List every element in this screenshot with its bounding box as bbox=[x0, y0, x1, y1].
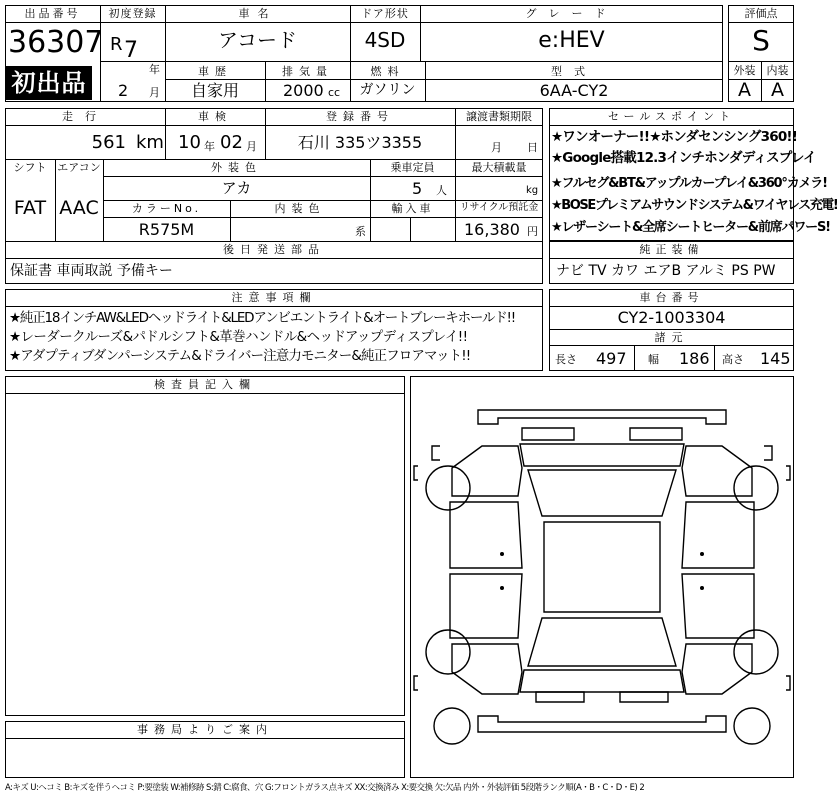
door-type: 4SD bbox=[364, 28, 406, 52]
first-registration-label: 初度登録 bbox=[108, 7, 157, 20]
left-front-wheel bbox=[426, 466, 470, 510]
trunk bbox=[520, 670, 684, 692]
hood bbox=[520, 444, 684, 466]
inspector-notes-section bbox=[5, 376, 405, 716]
interior-score: A bbox=[771, 79, 784, 101]
grade-label: グレード bbox=[525, 7, 618, 20]
rear-window bbox=[528, 618, 676, 666]
capacity: 5 bbox=[412, 179, 423, 198]
displacement: 2000 bbox=[283, 81, 324, 100]
sales-point-3: ★フルセグ&BT&アップルカープレイ&360°カメラ! bbox=[551, 176, 827, 191]
inspection-label: 車検 bbox=[198, 110, 232, 123]
later-parts: 保証書 車両取説 予備キー bbox=[10, 263, 173, 279]
transfer-month-unit: 月 bbox=[491, 141, 502, 154]
exterior-color-label: 外装色 bbox=[211, 161, 262, 174]
shift-label: シフト bbox=[13, 161, 47, 174]
length: 497 bbox=[596, 349, 627, 368]
exterior-color: アカ bbox=[221, 179, 252, 197]
lot-number: 36307 bbox=[8, 25, 104, 60]
left-headlight bbox=[522, 428, 574, 440]
inspector-notes-label: 検査員記入欄 bbox=[154, 378, 256, 391]
length-label: 長さ bbox=[555, 353, 577, 366]
right-front-door bbox=[682, 502, 754, 568]
spare-wheel-left bbox=[434, 708, 470, 744]
transfer-day-unit: 日 bbox=[527, 141, 538, 154]
spare-wheel-right bbox=[734, 708, 770, 744]
mileage-unit: km bbox=[136, 132, 164, 153]
plate-label: 登録番号 bbox=[326, 110, 394, 123]
door-type-label: ドア形状 bbox=[361, 7, 409, 20]
ac-label: エアコン bbox=[57, 161, 101, 174]
notes-label: 注意事項欄 bbox=[231, 291, 317, 304]
fuel: ガソリン bbox=[359, 82, 416, 98]
note-1: ★純正18インチAW&LEDヘッドライト&LEDアンビエントライト&オートブレーキホールド!! bbox=[9, 310, 515, 326]
import-car-label: 輸入車 bbox=[391, 202, 434, 215]
lot-number-label: 出品番号 bbox=[24, 7, 81, 20]
left-front-door bbox=[450, 502, 522, 568]
transfer-deadline-label: 譲渡書類期限 bbox=[466, 110, 532, 123]
capacity-unit: 人 bbox=[436, 184, 447, 197]
max-load-label: 最大積載量 bbox=[471, 161, 527, 174]
model: 6AA-CY2 bbox=[539, 81, 609, 100]
front-bumper bbox=[478, 410, 726, 424]
right-front-wheel bbox=[734, 466, 778, 510]
history: 自家用 bbox=[190, 81, 239, 100]
chassis-number-label: 車台番号 bbox=[639, 291, 704, 304]
recycle-deposit-unit: 円 bbox=[527, 225, 538, 238]
equipment-label: 純正装備 bbox=[639, 243, 704, 256]
width: 186 bbox=[679, 349, 710, 368]
dimensions-label: 諸元 bbox=[654, 331, 689, 344]
note-2: ★レーダークルーズ&パドルシフト&革巻ハンドル&ヘッドアップディスプレイ!! bbox=[9, 329, 468, 345]
left-rear-door bbox=[450, 574, 522, 638]
interior-color-unit: 系 bbox=[355, 225, 366, 238]
first-listing-badge: 初出品 bbox=[6, 66, 92, 100]
width-label: 幅 bbox=[648, 353, 659, 366]
car-name-label: 車名 bbox=[238, 7, 277, 20]
year-unit: 年 bbox=[149, 63, 160, 76]
overall-score: S bbox=[752, 24, 770, 57]
color-number: R575M bbox=[138, 220, 195, 239]
grade: e:HEV bbox=[538, 28, 605, 53]
sales-point-1: ★ワンオーナー!!★ホンダセンシング360!! bbox=[551, 129, 798, 145]
sales-point-4: ★BOSEプレミアムサウンドシステム&ワイヤレス充電! bbox=[551, 198, 837, 213]
plate-number: 石川 335ツ3355 bbox=[297, 133, 423, 152]
chassis-number: CY2-1003304 bbox=[617, 308, 726, 327]
windshield bbox=[528, 470, 676, 516]
car-name: アコード bbox=[218, 28, 297, 52]
right-rear-door bbox=[682, 574, 754, 638]
left-rear-wheel bbox=[426, 630, 470, 674]
left-taillight bbox=[536, 692, 584, 702]
air-conditioner: AAC bbox=[59, 197, 99, 219]
max-load-unit: kg bbox=[526, 185, 539, 196]
mileage-label: 走行 bbox=[62, 110, 108, 123]
inspection-year: 10 bbox=[178, 132, 201, 153]
color-number-label: カラーNo. bbox=[131, 202, 202, 215]
right-rear-wheel bbox=[734, 630, 778, 674]
roof bbox=[544, 522, 660, 612]
later-parts-label: 後日発送部品 bbox=[223, 243, 325, 256]
interior-color-label: 内装色 bbox=[274, 202, 326, 215]
exterior-score-label: 外装 bbox=[733, 64, 756, 77]
equipment-items: ナビ TV カワ エアB アルミ PS PW bbox=[556, 263, 776, 279]
left-mirror bbox=[432, 446, 440, 460]
interior-score-label: 内装 bbox=[766, 64, 789, 77]
fuel-label: 燃料 bbox=[370, 65, 405, 78]
height-label: 高さ bbox=[722, 353, 744, 366]
office-notice-label: 事務局よりご案内 bbox=[137, 723, 273, 736]
displacement-label: 排気量 bbox=[282, 65, 333, 78]
sales-point-2: ★Google搭載12.3インチホンダディスプレイ bbox=[551, 150, 816, 166]
displacement-unit: cc bbox=[328, 86, 341, 99]
first-registration-year: 7 bbox=[124, 38, 138, 63]
rear-bumper bbox=[478, 716, 726, 732]
inspection-month-unit: 月 bbox=[246, 140, 257, 153]
inspection-year-unit: 年 bbox=[204, 140, 215, 153]
inspection-month: 02 bbox=[220, 132, 243, 153]
recycle-deposit-label: リサイクル預託金 bbox=[459, 202, 539, 213]
score-label: 評価点 bbox=[744, 7, 778, 20]
sales-point-5: ★レザーシート&全席シートヒーター&前席パワーS! bbox=[551, 220, 830, 235]
right-mirror bbox=[764, 446, 772, 460]
era-letter: R bbox=[110, 34, 123, 55]
height: 145 bbox=[760, 349, 791, 368]
sales-points-label: セールスポイント bbox=[607, 110, 735, 123]
model-label: 型式 bbox=[551, 65, 597, 78]
shift: FAT bbox=[13, 197, 47, 219]
month-unit: 月 bbox=[149, 86, 160, 99]
history-label: 車歴 bbox=[198, 65, 232, 78]
recycle-deposit: 16,380 bbox=[464, 220, 520, 239]
right-taillight bbox=[620, 692, 668, 702]
capacity-label: 乗車定員 bbox=[390, 161, 435, 174]
note-3: ★アダプティブダンパーシステム&ドライバー注意力モニター&純正フロアマット!! bbox=[9, 348, 471, 364]
mileage: 561 bbox=[91, 132, 126, 153]
right-headlight bbox=[630, 428, 682, 440]
first-registration-month: 2 bbox=[118, 81, 129, 100]
exterior-score: A bbox=[738, 79, 751, 101]
damage-code-legend: A:キズ U:ヘコミ B:キズを伴うヘコミ P:要塗装 W:補修跡 S:錆 C:腐食、穴 G:フロントガラス点キズ XX:交換済み X:要交換 欠:欠品 内外・外装評価 5段階ランク順(A・B・C・D・E) 2 bbox=[5, 783, 645, 793]
car-damage-diagram bbox=[410, 376, 794, 778]
